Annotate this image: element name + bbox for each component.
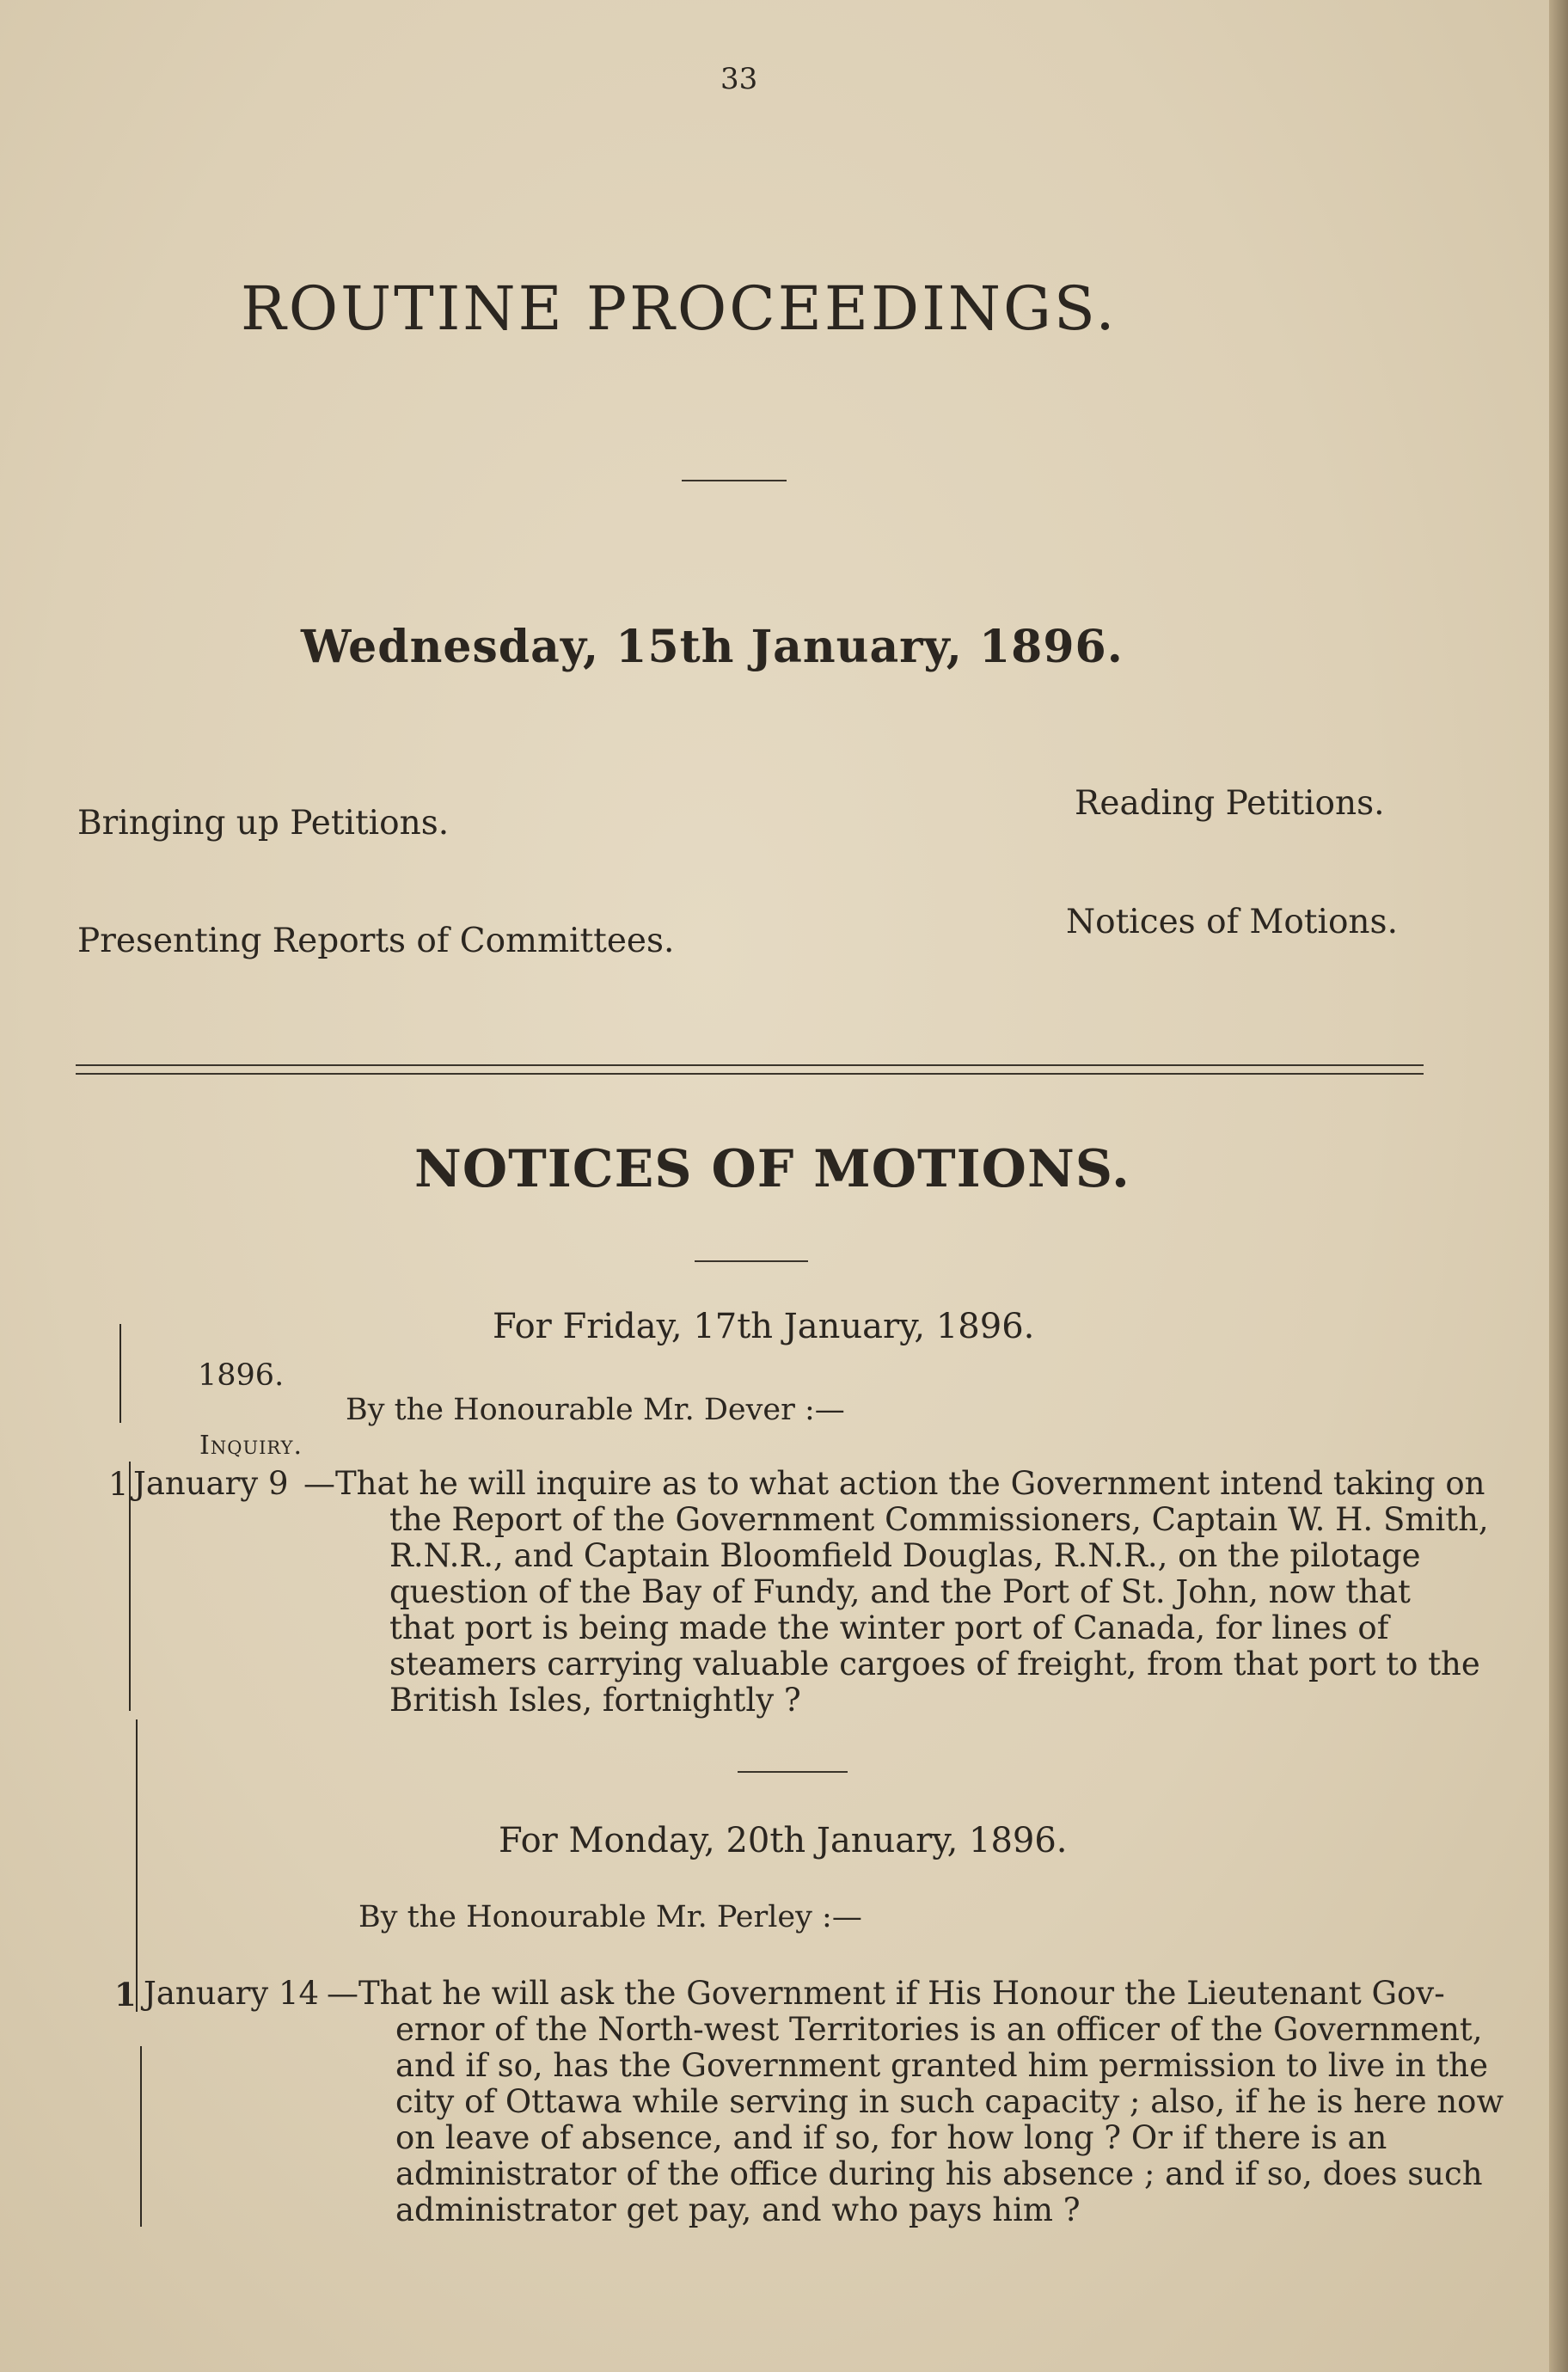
divider-short bbox=[682, 480, 787, 481]
section2-line-3: and if so, has the Government granted him permission to live in the bbox=[395, 2047, 1488, 2084]
date-heading: Wednesday, 15th January, 1896. bbox=[301, 621, 1124, 673]
section2-line-2: ernor of the North-west Territories is an officer of the Government, bbox=[395, 2011, 1483, 2048]
section2-number: 1 bbox=[114, 1976, 137, 2013]
page-title: ROUTINE PROCEEDINGS. bbox=[241, 273, 1118, 344]
section2-for-date: For Monday, 20th January, 1896. bbox=[499, 1821, 1068, 1860]
section1-number: 1 bbox=[108, 1466, 129, 1503]
section2-line-7: administrator get pay, and who pays him ? bbox=[395, 2191, 1081, 2228]
section1-line-1: —That he will inquire as to what action the Government intend taking on bbox=[303, 1465, 1485, 1502]
margin-line bbox=[140, 2046, 142, 2227]
section1-year: 1896. bbox=[198, 1358, 285, 1393]
section2-line-4: city of Ottawa while serving in such capacity ; also, if he is here now bbox=[395, 2083, 1504, 2120]
routine-bringing-up-petitions: Bringing up Petitions. bbox=[77, 804, 450, 843]
section1-label: Inquiry. bbox=[199, 1431, 303, 1461]
section1-line-2: the Report of the Government Commissioners, Captain W. H. Smith, bbox=[389, 1501, 1489, 1538]
section1-line-4: question of the Bay of Fundy, and the Port of St. John, now that bbox=[389, 1573, 1411, 1610]
section1-line-3: R.N.R., and Captain Bloomfield Douglas, R.N.R., on the pilotage bbox=[389, 1537, 1421, 1574]
page-number: 33 bbox=[720, 62, 758, 96]
margin-line bbox=[136, 1719, 138, 2012]
section2-by-line: By the Honourable Mr. Perley :— bbox=[358, 1900, 862, 1934]
divider-short bbox=[695, 1260, 808, 1262]
page-edge bbox=[1549, 0, 1568, 2372]
routine-presenting-reports: Presenting Reports of Committees. bbox=[77, 922, 675, 960]
margin-line bbox=[119, 1324, 121, 1423]
section2-line-1: —That he will ask the Government if His Honour the Lieutenant Gov- bbox=[327, 1975, 1445, 2012]
section1-by-line: By the Honourable Mr. Dever :— bbox=[346, 1393, 845, 1427]
double-rule-top bbox=[76, 1064, 1424, 1066]
section2-line-5: on leave of absence, and if so, for how long ? Or if there is an bbox=[395, 2119, 1387, 2156]
routine-reading-petitions: Reading Petitions. bbox=[1075, 784, 1385, 823]
routine-notices-of-motions: Notices of Motions. bbox=[1066, 903, 1398, 941]
section1-line-5: that port is being made the winter port of Canada, for lines of bbox=[389, 1609, 1389, 1646]
section2-date: January 14 bbox=[144, 1975, 320, 2012]
margin-line bbox=[129, 1462, 131, 1711]
section1-line-7: British Isles, fortnightly ? bbox=[389, 1682, 801, 1719]
section2-line-6: administrator of the office during his absence ; and if so, does such bbox=[395, 2155, 1483, 2192]
section1-for-date: For Friday, 17th January, 1896. bbox=[493, 1307, 1035, 1346]
notices-heading: NOTICES OF MOTIONS. bbox=[414, 1139, 1130, 1199]
double-rule-bottom bbox=[76, 1073, 1424, 1075]
divider-short bbox=[738, 1771, 848, 1773]
section1-date: January 9 bbox=[133, 1465, 289, 1502]
section1-line-6: steamers carrying valuable cargoes of freight, from that port to the bbox=[389, 1646, 1480, 1682]
